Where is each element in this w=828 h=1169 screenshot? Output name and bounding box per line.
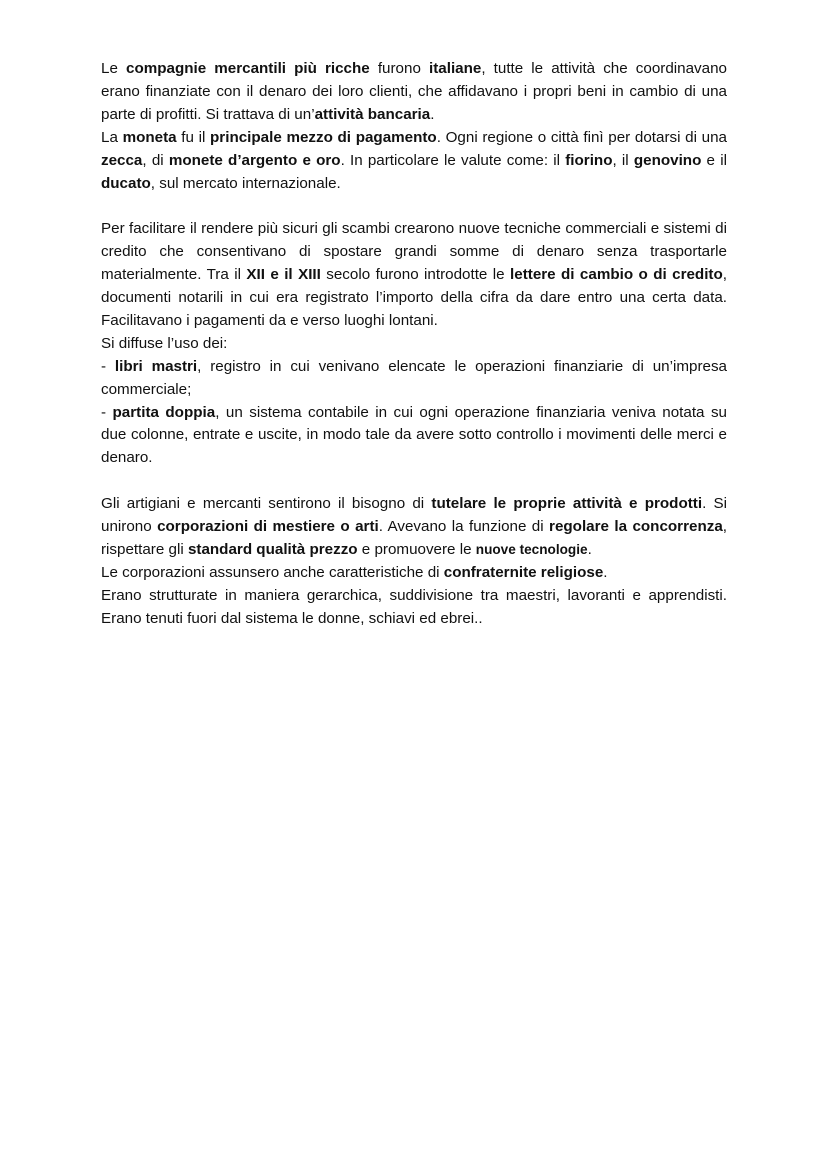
- text-run: . In particolare le valute come: il: [340, 151, 566, 169]
- paragraph-struttura-gerarchica: [101, 585, 727, 631]
- text-run: -: [101, 403, 113, 421]
- text-run: , il: [612, 151, 634, 169]
- text-run: e promuovere le: [357, 541, 476, 558]
- text-run: La: [101, 128, 123, 146]
- bold-run: libri mastri: [114, 357, 198, 375]
- document-page: [101, 58, 727, 631]
- paragraph-moneta: [101, 127, 727, 196]
- bold-run: regolare la concorrenza: [549, 518, 723, 536]
- paragraph-scambi-credito: [101, 218, 727, 333]
- bold-run: zecca: [101, 151, 143, 169]
- text-run: , registro in cui venivano elencate le operazioni finanziarie di un’impresa commerciale;: [101, 357, 727, 398]
- bold-run: attività bancaria: [314, 105, 431, 123]
- text-run: , documenti notarili in cui era registrato l’importo della cifra da dare entro una certa data. Facilitavano i pagamenti da e verso luoghi lontani.: [101, 266, 727, 329]
- paragraph-si-diffuse: [101, 333, 727, 356]
- text-run: Si diffuse l’uso dei:: [101, 334, 228, 352]
- bold-run: moneta: [122, 128, 177, 146]
- text-run: Le: [101, 60, 126, 77]
- paragraph-compagnie-mercantili: [101, 58, 727, 127]
- text-run: -: [101, 357, 115, 375]
- text-run: Per facilitare il rendere più sicuri gli scambi crearono nuove tecniche commerciali e sistemi di credito che consentivano di spostare grandi somme di denaro senza trasportarle materialmente. Tra il: [101, 220, 727, 284]
- text-run: Gli artigiani e mercanti sentirono il bisogno di: [101, 495, 432, 513]
- list-item-libri-mastri: [101, 356, 727, 402]
- bold-run: ducato: [101, 174, 151, 192]
- text-run: Erano strutturate in maniera gerarchica, suddivisione tra maestri, lavoranti e apprendisti. Erano tenuti fuori dal sistema le donne, schiavi ed ebrei..: [101, 586, 727, 627]
- text-run: .: [430, 105, 435, 123]
- text-run: .: [587, 541, 592, 558]
- bold-run: nuove tecnologie: [475, 542, 588, 557]
- text-run: , rispettare gli: [101, 518, 728, 558]
- bold-run: principale mezzo di pagamento: [210, 128, 437, 146]
- text-run: , un sistema contabile in cui ogni operazione finanziaria veniva notata su due colonne, entrate e uscite, in modo tale da avere sotto controllo i movimenti delle merci e denaro.: [101, 403, 727, 467]
- text-run: . Ogni regione o città finì per dotarsi di una: [436, 128, 727, 146]
- bold-run: genovino: [633, 151, 702, 169]
- bold-run: compagnie mercantili più ricche: [126, 60, 370, 77]
- bold-run: monete d’argento e oro: [168, 151, 341, 169]
- text-run: . Avevano la funzione di: [378, 518, 550, 536]
- paragraph-spacer: [101, 470, 727, 493]
- text-run: furono: [369, 60, 429, 77]
- bold-run: XII e il XIII: [246, 266, 321, 284]
- text-run: . Si unirono: [101, 495, 727, 536]
- bold-run: tutelare le proprie attività e prodotti: [431, 495, 703, 513]
- text-run: , sul mercato internazionale.: [150, 174, 341, 192]
- list-item-partita-doppia: [101, 402, 727, 471]
- text-run: fu il: [176, 128, 211, 146]
- bold-run: corporazioni di mestiere o arti: [157, 518, 379, 536]
- paragraph-spacer: [101, 195, 727, 218]
- text-run: e il: [701, 151, 727, 169]
- bold-run: standard qualità prezzo: [187, 541, 358, 558]
- text-run: Le corporazioni assunsero anche caratteristiche di: [101, 563, 444, 581]
- bold-run: confraternite religiose: [443, 563, 604, 581]
- paragraph-corporazioni: [101, 493, 727, 562]
- text-run: .: [603, 563, 608, 581]
- bold-run: lettere di cambio o di credito: [510, 266, 723, 284]
- text-run: , di: [142, 151, 169, 169]
- bold-run: partita doppia: [112, 403, 216, 421]
- paragraph-confraternite: [101, 562, 727, 585]
- text-run: secolo furono introdotte le: [320, 266, 511, 284]
- bold-run: fiorino: [565, 151, 613, 169]
- bold-run: italiane: [429, 60, 482, 77]
- text-run: , tutte le attività che coordinavano erano finanziate con il denaro dei loro clienti, che affidavano i propri beni in cambio di una parte di profitti. Si trattava di un’: [101, 60, 727, 123]
